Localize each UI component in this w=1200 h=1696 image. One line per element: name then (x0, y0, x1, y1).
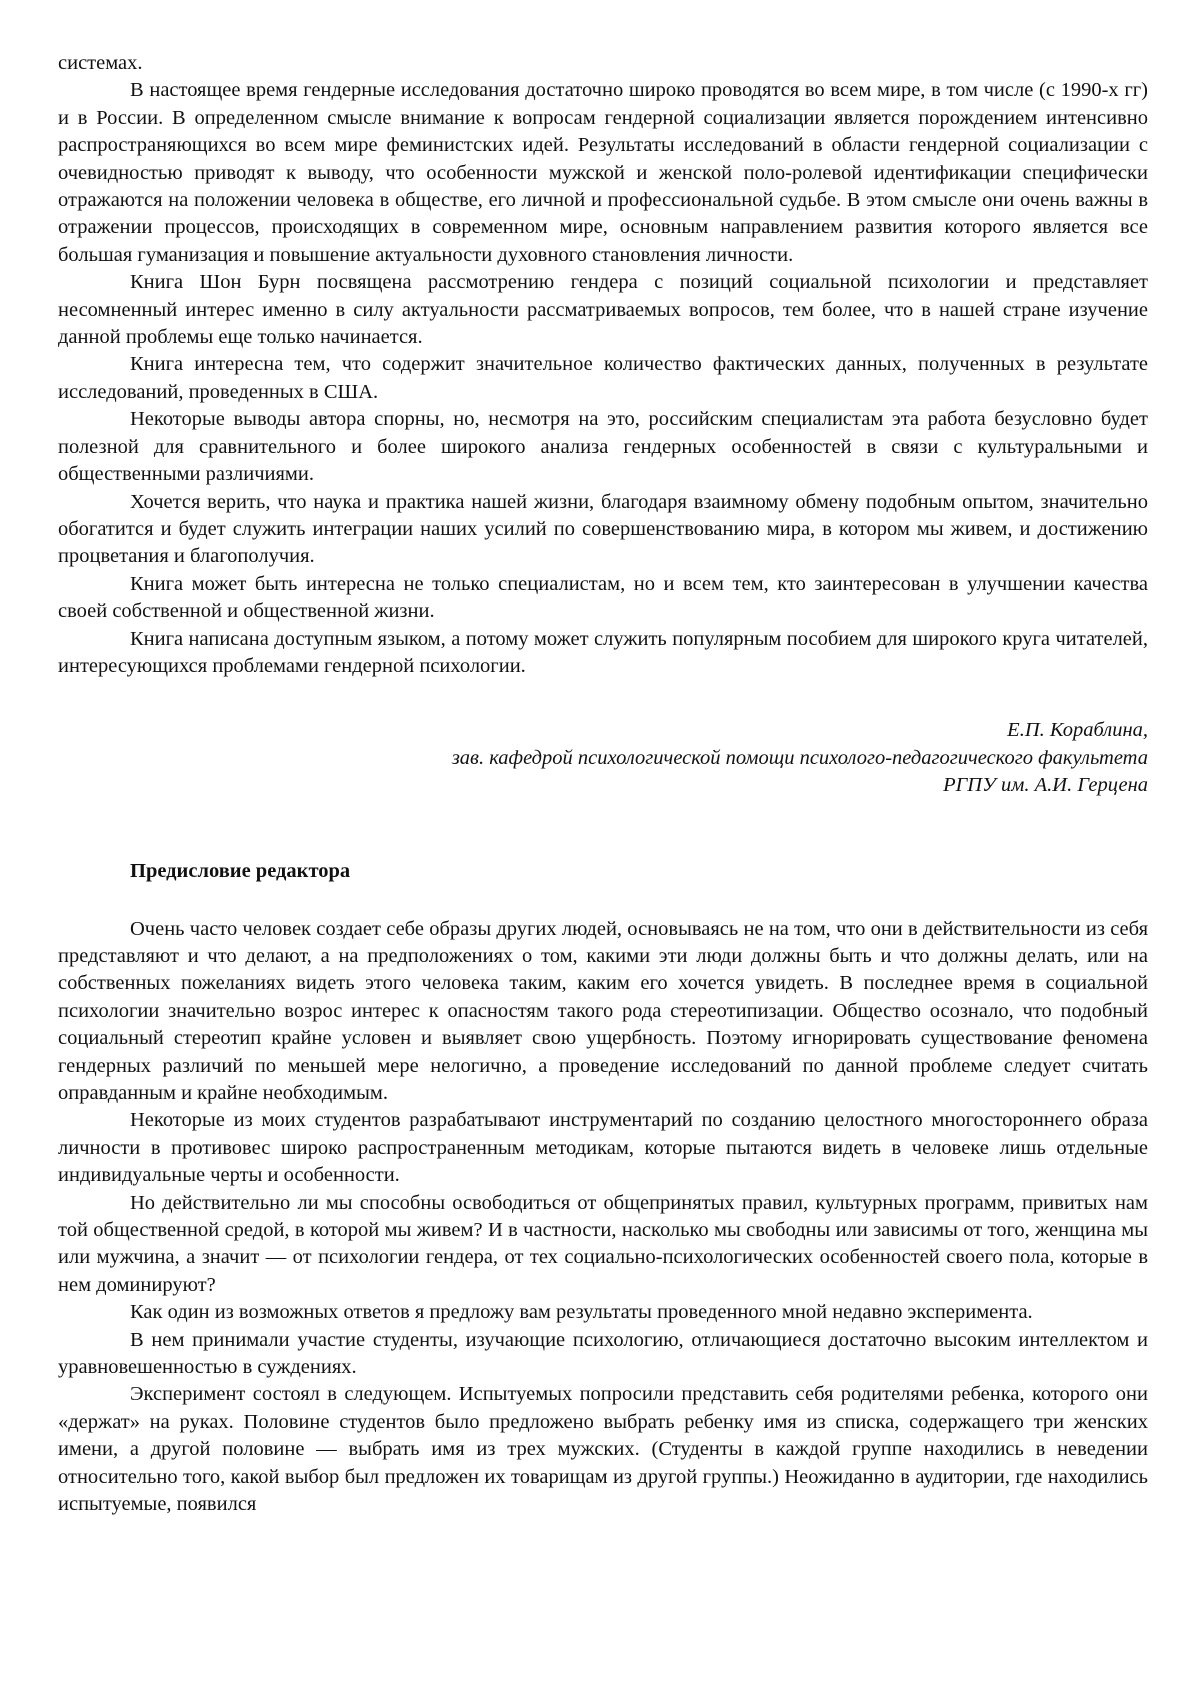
signature-name: Е.П. Кораблина, (1007, 719, 1148, 742)
intro-paragraph-3: Книга интересна тем, что содержит значительное количество фактических данных, полученных в результате исследований, проведенных в США. (58, 353, 1148, 403)
document-page (58, 50, 1148, 1519)
section-heading: Предисловие редактора (130, 859, 351, 882)
spacer (58, 885, 1148, 916)
intro-paragraph-5: Хочется верить, что наука и практика нашей жизни, благодаря взаимному обмену подобным опытом, значительно обогатится и будет служить интеграции наших усилий по совершенствованию мира, в котором мы живем, и достижению процветания и благополучия. (58, 490, 1148, 568)
intro-paragraph-2: Книга Шон Бурн посвящена рассмотрению гендера с позиций социальной психологии и представляет несомненный интерес именно в силу актуальности рассматриваемых вопросов, тем более, что в нашей стране изучение данной проблемы еще только начинается. (58, 271, 1148, 349)
preface-paragraph-5: В нем принимали участие студенты, изучающие психологию, отличающиеся достаточно высоким интеллектом и уравновешенностью в суждениях. (58, 1328, 1148, 1379)
preface-paragraph-4: Как один из возможных ответов я предложу вам результаты проведенного мной недавно эксперимента. (130, 1301, 1033, 1324)
preface-paragraph-6: Эксперимент состоял в следующем. Испытуемых попросили представить себя родителями ребенка, которого они «держат» на руках. Половине студентов было предложено выбрать ребенку имя из списка, содержащего три женских имени, а другой половине — выбрать имя из трех мужских. (Студенты в каждой группе находились в неведении относительно того, какой выбор был предложен их товарищам из другой группы.) Неожиданно в аудитории, где находились испытуемые, появился (58, 1383, 1148, 1516)
preface-paragraph-1: Очень часто человек создает себе образы других людей, основываясь не на том, что они в действительности из себя представляют и что делают, а на предположениях о том, какими эти люди должны быть и что должны делать, или на собственных пожеланиях видеть этого человека таким, каким его хочется увидеть. В последнее время в социальной психологии значительно возрос интерес к опасностям такого рода стереотипизации. Общество осознало, что подобный социальный стереотип крайне условен и выявляет свою ущербность. Поэтому игнорировать существование феномена гендерных различий по меньшей мере нелогично, а проведение исследований по данной проблеме следует считать оправданным и крайне необходимым. (58, 917, 1148, 1104)
preface-paragraph-3: Но действительно ли мы способны освободиться от общепринятых правил, культурных программ, привитых нам той общественной средой, в которой мы живем? И в частности, насколько мы свободны или зависимы от того, женщина мы или мужчина, а значит — от психологии гендера, от тех социально-психологических особенностей своего пола, которые в нем доминируют? (58, 1191, 1148, 1296)
intro-paragraph-6: Книга может быть интересна не только специалистам, но и всем тем, кто заинтересован в улучшении качества своей собственной и общественной жизни. (58, 572, 1148, 623)
intro-paragraph-1: В настоящее время гендерные исследования достаточно широко проводятся во всем мире, в том числе (с 1990-х гг) и в России. В определенном смысле внимание к вопросам гендерной социализации является порождением интенсивно распространяющихся во всем мире феминистских идей. Результаты исследований в области гендерной социализации с очевидностью приводят к выводу, что особенности мужской и женской поло-ролевой идентификации специфически отражаются на положении человека в обществе, его личной и профессиональной судьбе. В этом смысле они очень важны в отражении процессов, происходящих в современном мире, основным направлением развития которого является все большая гуманизация и повышение актуальности духовного становления личности. (58, 79, 1148, 266)
signature-block (58, 717, 1148, 799)
signature-position: зав. кафедрой психологической помощи психолого-педагогического факультета (451, 746, 1148, 769)
intro-paragraph-4: Некоторые выводы автора спорны, но, несмотря на это, российским специалистам эта работа безусловно будет полезной для сравнительного и более широкого анализа гендерных особенностей в связи с культуральными и общественными различиями. (58, 408, 1148, 486)
carryover-text: системах. (58, 52, 143, 74)
intro-paragraph-7: Книга написана доступным языком, а потому может служить популярным пособием для широкого круга читателей, интересующихся проблемами гендерной психологии. (58, 627, 1148, 677)
signature-institution: РГПУ им. А.И. Герцена (943, 774, 1148, 797)
preface-paragraph-2: Некоторые из моих студентов разрабатывают инструментарий по созданию целостного многостороннего образа личности в противовес широко распространенным методикам, которые пытаются видеть в человеке лишь отдельные индивидуальные черты и особенности. (58, 1109, 1148, 1187)
